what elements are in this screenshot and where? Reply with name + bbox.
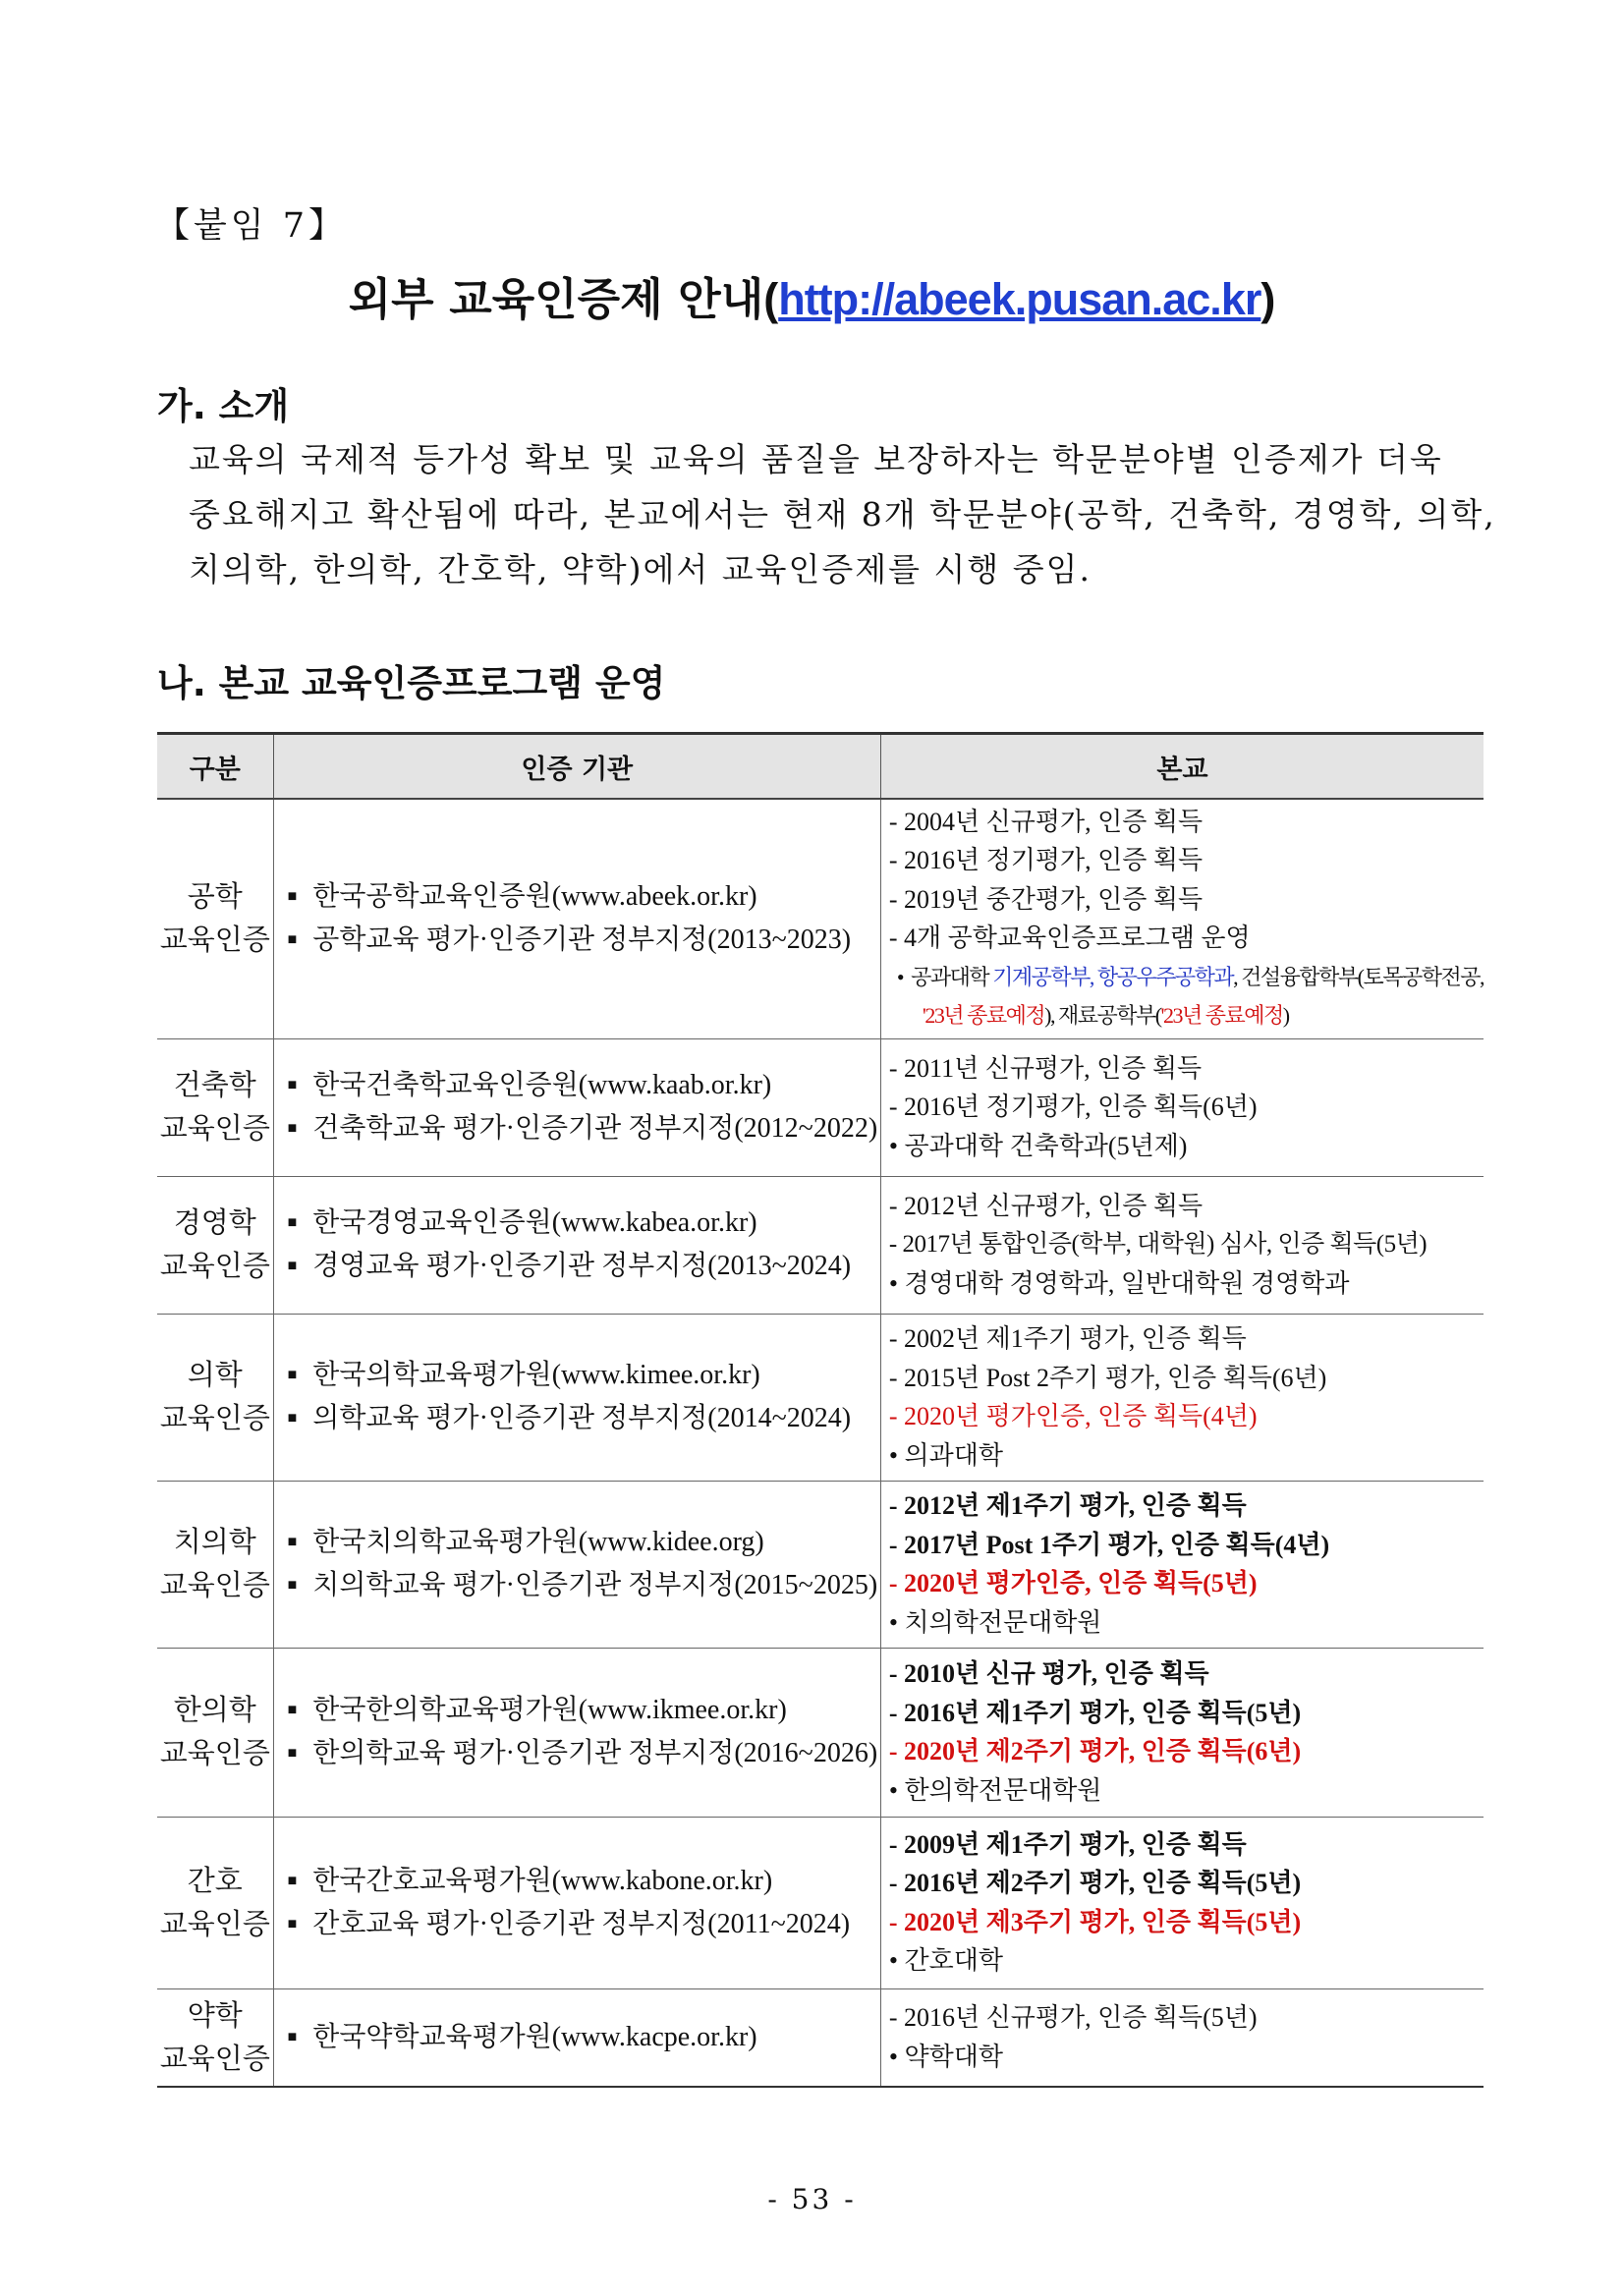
square-bullet-icon: ■ bbox=[287, 1410, 298, 1427]
section-a-heading: 가. 소개 bbox=[157, 385, 290, 427]
institution-cell bbox=[273, 1988, 880, 2087]
institution-text: 한국간호교육평가원(www.kabone.or.kr) bbox=[312, 1865, 773, 1896]
header-category: 구분 bbox=[157, 734, 273, 800]
ours-line: • 약학대학 bbox=[888, 2042, 1003, 2071]
table-row bbox=[157, 1176, 1484, 1314]
institution-text: 한의학교육 평가·인증기관 정부지정(2016~2026) bbox=[312, 1738, 878, 1768]
ours-line-highlight: - 2020년 제2주기 평가, 인증 획득(6년) bbox=[888, 1737, 1302, 1765]
square-bullet-icon: ■ bbox=[287, 1702, 298, 1718]
ours-line bbox=[889, 958, 1484, 997]
category-label: 교육인증 bbox=[159, 1570, 270, 1601]
category-cell bbox=[157, 1481, 273, 1648]
ours-line: - 2016년 제1주기 평가, 인증 획득(5년) bbox=[888, 1698, 1302, 1727]
ours-line: - 2017년 통합인증(학부, 대학원) 심사, 인증 획득(5년) bbox=[888, 1231, 1428, 1259]
ours-cell bbox=[880, 1648, 1484, 1817]
ours-line: - 2011년 신규평가, 인증 획득 bbox=[888, 1053, 1203, 1083]
category-label: 교육인증 bbox=[159, 1251, 270, 1282]
square-bullet-icon: ■ bbox=[287, 1745, 298, 1762]
category-label: 건축학 bbox=[173, 1070, 256, 1101]
category-label: 교육인증 bbox=[159, 2043, 270, 2075]
page-title bbox=[0, 263, 1624, 327]
ours-line: • 치의학전문대학원 bbox=[888, 1607, 1102, 1637]
ours-text-blue: 기계공학부, 항공우주공학과 bbox=[992, 964, 1234, 989]
intro-line: 교육의 국제적 등가성 확보 및 교육의 품질을 보장하자는 학문분야별 인증제가 더욱 bbox=[189, 440, 1443, 478]
institution-text: 한국치의학교육평가원(www.kidee.org) bbox=[312, 1527, 764, 1557]
ours-text: 공과대학 bbox=[911, 964, 993, 989]
institution-text: 경영교육 평가·인증기관 정부지정(2013~2024) bbox=[312, 1251, 852, 1281]
square-bullet-icon: ■ bbox=[287, 1214, 298, 1231]
institution-text: 한국의학교육평가원(www.kimee.or.kr) bbox=[312, 1360, 760, 1390]
table-row bbox=[157, 1481, 1484, 1648]
header-institution: 인증 기관 bbox=[273, 734, 880, 800]
category-label: 의학 bbox=[187, 1360, 243, 1391]
ours-text: , 건설융합학부(토목공학전공, bbox=[1233, 964, 1484, 989]
ours-line: - 2016년 신규평가, 인증 획득(5년) bbox=[888, 2003, 1258, 2033]
institution-text: 치의학교육 평가·인증기관 정부지정(2015~2025) bbox=[312, 1570, 878, 1600]
bullet-icon: • bbox=[896, 964, 904, 989]
ours-line-highlight: - 2020년 평가인증, 인증 획득(4년) bbox=[888, 1402, 1258, 1430]
section-b-heading: 나. 본교 교육인증프로그램 운영 bbox=[157, 662, 666, 704]
institution-cell bbox=[273, 799, 880, 1038]
certification-table bbox=[157, 732, 1484, 2088]
square-bullet-icon: ■ bbox=[287, 1915, 298, 1932]
category-label: 교육인증 bbox=[159, 1113, 270, 1145]
category-label: 교육인증 bbox=[159, 1403, 270, 1434]
title-url-link[interactable]: http://abeek.pusan.ac.kr bbox=[778, 274, 1261, 324]
ours-line: - 2016년 정기평가, 인증 획득(6년) bbox=[888, 1092, 1258, 1122]
category-label: 교육인증 bbox=[159, 1738, 270, 1769]
header-ours: 본교 bbox=[880, 734, 1484, 800]
square-bullet-icon: ■ bbox=[287, 1367, 298, 1383]
ours-cell bbox=[880, 1988, 1484, 2087]
category-cell bbox=[157, 1176, 273, 1314]
institution-text: 공학교육 평가·인증기관 정부지정(2013~2023) bbox=[312, 924, 852, 956]
square-bullet-icon: ■ bbox=[287, 1577, 298, 1594]
category-label: 교육인증 bbox=[159, 1908, 270, 1940]
table-row bbox=[157, 1648, 1484, 1817]
ours-line-highlight: - 2020년 제3주기 평가, 인증 획득(5년) bbox=[888, 1907, 1302, 1936]
category-cell bbox=[157, 1648, 273, 1817]
table-row bbox=[157, 1817, 1484, 1988]
square-bullet-icon: ■ bbox=[287, 1258, 298, 1274]
ours-line: • 한의학전문대학원 bbox=[888, 1775, 1102, 1805]
institution-text: 한국한의학교육평가원(www.ikmee.or.kr) bbox=[312, 1695, 787, 1725]
ours-line: - 2016년 정기평가, 인증 획득 bbox=[888, 846, 1204, 875]
ours-line: - 2017년 Post 1주기 평가, 인증 획득(4년) bbox=[888, 1530, 1330, 1559]
title-paren-close: ) bbox=[1260, 274, 1276, 324]
category-label: 치의학 bbox=[173, 1527, 256, 1558]
institution-text: 한국공학교육인증원(www.abeek.or.kr) bbox=[312, 881, 757, 913]
ours-cell bbox=[880, 1176, 1484, 1314]
ours-cell bbox=[880, 1038, 1484, 1176]
ours-line: - 2012년 신규평가, 인증 획득 bbox=[888, 1191, 1204, 1220]
table-row bbox=[157, 1038, 1484, 1176]
ours-line-highlight: - 2020년 평가인증, 인증 획득(5년) bbox=[888, 1569, 1258, 1597]
institution-text: 한국경영교육인증원(www.kabea.or.kr) bbox=[312, 1207, 757, 1238]
intro-line: 중요해지고 확산됨에 따라, 본교에서는 현재 8개 학문분야(공학, 건축학, 경영학, 의학, bbox=[189, 495, 1496, 533]
square-bullet-icon: ■ bbox=[287, 1534, 298, 1550]
institution-cell bbox=[273, 1648, 880, 1817]
category-label: 약학 bbox=[187, 1999, 243, 2032]
category-cell bbox=[157, 799, 273, 1038]
square-bullet-icon: ■ bbox=[287, 1120, 298, 1137]
ours-line bbox=[889, 996, 1484, 1036]
table-row bbox=[157, 799, 1484, 1038]
ours-text: ), 재료공학부( bbox=[1044, 1003, 1161, 1029]
category-cell bbox=[157, 1817, 273, 1988]
category-label: 교육인증 bbox=[159, 924, 270, 957]
ours-line: - 2015년 Post 2주기 평가, 인증 획득(6년) bbox=[888, 1363, 1327, 1392]
ours-text: ) bbox=[1282, 1003, 1289, 1029]
ours-cell bbox=[880, 1481, 1484, 1648]
institution-cell bbox=[273, 1481, 880, 1648]
institution-cell bbox=[273, 1038, 880, 1176]
category-label: 경영학 bbox=[173, 1207, 256, 1239]
attachment-label: 【붙임 7】 bbox=[155, 206, 348, 246]
institution-text: 건축학교육 평가·인증기관 정부지정(2012~2022) bbox=[312, 1113, 878, 1144]
ours-line: - 2016년 제2주기 평가, 인증 획득(5년) bbox=[888, 1869, 1302, 1897]
square-bullet-icon: ■ bbox=[287, 888, 298, 906]
square-bullet-icon: ■ bbox=[287, 1872, 298, 1889]
category-cell bbox=[157, 1038, 273, 1176]
table-row bbox=[157, 1314, 1484, 1481]
ours-line: - 2009년 제1주기 평가, 인증 획득 bbox=[888, 1829, 1247, 1859]
title-text: 외부 교육인증제 안내 bbox=[348, 273, 764, 325]
ours-line: - 4개 공학교육인증프로그램 운영 bbox=[888, 924, 1251, 953]
institution-cell bbox=[273, 1176, 880, 1314]
category-label: 간호 bbox=[187, 1865, 243, 1897]
institution-cell bbox=[273, 1314, 880, 1481]
square-bullet-icon: ■ bbox=[287, 2028, 298, 2045]
ours-line: - 2004년 신규평가, 인증 획득 bbox=[888, 807, 1204, 836]
ours-line: - 2012년 제1주기 평가, 인증 획득 bbox=[888, 1491, 1247, 1520]
title-paren-open: ( bbox=[763, 274, 779, 324]
intro-line: 치의학, 한의학, 간호학, 약학)에서 교육인증제를 시행 중임. bbox=[189, 550, 1092, 588]
institution-cell bbox=[273, 1817, 880, 1988]
ours-cell bbox=[880, 1817, 1484, 1988]
ours-line: • 경영대학 경영학과, 일반대학원 경영학과 bbox=[888, 1268, 1350, 1298]
table-header-row bbox=[157, 734, 1484, 800]
institution-text: 간호교육 평가·인증기관 정부지정(2011~2024) bbox=[312, 1908, 851, 1939]
category-label: 한의학 bbox=[173, 1695, 256, 1726]
ours-text-red: '23년 종료예정 bbox=[1160, 1003, 1283, 1029]
ours-text-red: '23년 종료예정 bbox=[922, 1003, 1045, 1029]
ours-cell bbox=[880, 1314, 1484, 1481]
ours-line: • 공과대학 건축학과(5년제) bbox=[888, 1131, 1188, 1160]
category-label: 공학 bbox=[187, 881, 243, 914]
square-bullet-icon: ■ bbox=[287, 1077, 298, 1093]
table-row bbox=[157, 1988, 1484, 2087]
ours-cell bbox=[880, 799, 1484, 1038]
ours-line: • 의과대학 bbox=[888, 1440, 1003, 1470]
category-cell bbox=[157, 1314, 273, 1481]
ours-line: - 2019년 중간평가, 인증 획득 bbox=[888, 884, 1204, 914]
ours-line: • 간호대학 bbox=[888, 1946, 1003, 1975]
section-a-body bbox=[189, 432, 1496, 597]
page-number: - 53 - bbox=[767, 2183, 857, 2215]
ours-line: - 2010년 신규 평가, 인증 획득 bbox=[888, 1659, 1209, 1688]
square-bullet-icon: ■ bbox=[287, 931, 298, 949]
category-cell bbox=[157, 1988, 273, 2087]
institution-text: 한국건축학교육인증원(www.kaab.or.kr) bbox=[312, 1070, 772, 1100]
ours-line: - 2002년 제1주기 평가, 인증 획득 bbox=[888, 1324, 1247, 1353]
institution-text: 의학교육 평가·인증기관 정부지정(2014~2024) bbox=[312, 1403, 852, 1433]
institution-text: 한국약학교육평가원(www.kacpe.or.kr) bbox=[312, 2021, 757, 2052]
